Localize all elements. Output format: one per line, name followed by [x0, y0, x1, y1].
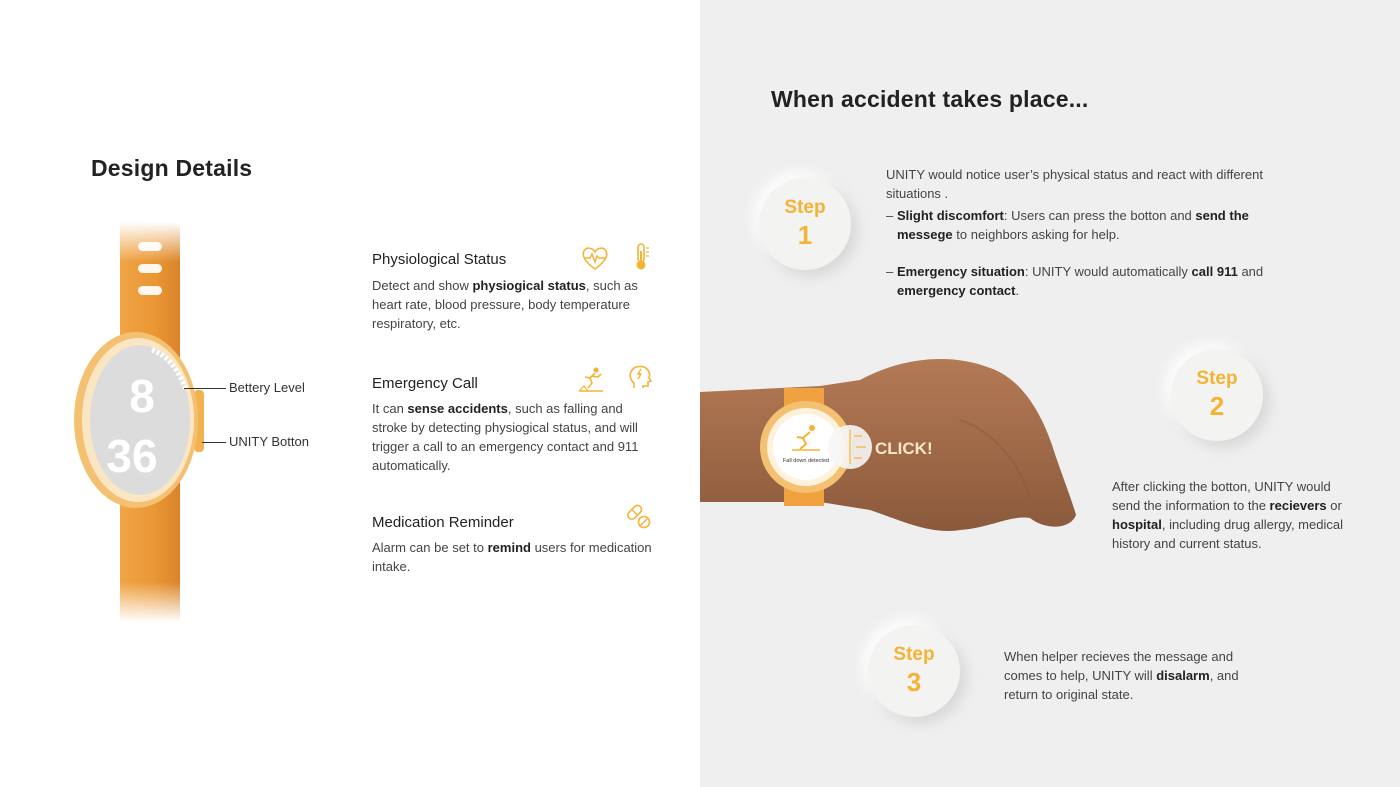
stroke-head-icon — [625, 362, 655, 392]
step-1-item-emergency: – Emergency situation: UNITY would automatically call 911 and emergency contact. — [886, 262, 1306, 300]
falling-person-icon — [576, 364, 606, 394]
step-2-number: 2 — [1209, 391, 1225, 421]
step-3-number: 3 — [906, 667, 922, 697]
step-1-text — [886, 165, 1306, 300]
step-1-badge — [759, 178, 851, 270]
band-hole — [138, 286, 162, 295]
feature-medication-text: Alarm can be set to remind users for medication intake. — [372, 540, 652, 574]
step-1-item-slight: – Slight discomfort: Users can press the botton and send the messege to neighbors asking for help. — [886, 206, 1306, 244]
step-3-word: Step — [893, 644, 935, 665]
feature-physiological-title: Physiological Status — [372, 251, 507, 268]
watch-illustration — [60, 222, 240, 622]
step-1-word: Step — [784, 197, 826, 218]
battery-callout-line — [184, 388, 226, 389]
step-2-badge — [1171, 349, 1263, 441]
feature-medication-title: Medication Reminder — [372, 514, 514, 531]
feature-emergency-text: It can sense accidents, such as falling and stroke by detecting physiogical status, and will trigger a call to an emergency contact and 911 automatically. — [372, 401, 639, 473]
accident-title: When accident takes place... — [771, 86, 1089, 112]
battery-level-label: Bettery Level — [229, 380, 305, 395]
feature-emergency-title: Emergency Call — [372, 375, 478, 392]
band-hole — [138, 264, 162, 273]
button-callout-line — [202, 442, 226, 443]
step-1-intro: UNITY would notice user’s physical status and react with different situations . — [886, 167, 1263, 201]
step-1-number: 1 — [797, 220, 813, 250]
step-3-badge — [868, 625, 960, 717]
step-2-word: Step — [1196, 368, 1238, 389]
hand-watch-illustration — [700, 350, 1080, 550]
thermometer-icon — [626, 241, 656, 271]
pills-icon — [622, 501, 652, 531]
click-label: CLICK! — [875, 439, 933, 458]
step-2-text: After clicking the botton, UNITY would send the information to the recievers or hospital, including drug allergy, medical history and current status. — [1112, 479, 1343, 551]
watch-minute: 36 — [106, 430, 158, 482]
heart-rate-icon — [580, 243, 610, 273]
step-3-text: When helper recieves the message and comes to help, UNITY will disalarm, and return to original state. — [1004, 649, 1239, 702]
feature-physiological-text: Detect and show physiogical status, such as heart rate, blood pressure, body temperature respiratory, etc. — [372, 278, 638, 331]
hand-watch-screen-text: Fall down detected — [782, 458, 830, 464]
unity-button-label: UNITY Botton — [229, 434, 309, 449]
watch-hour: 8 — [129, 370, 155, 422]
design-details-title: Design Details — [91, 155, 253, 181]
